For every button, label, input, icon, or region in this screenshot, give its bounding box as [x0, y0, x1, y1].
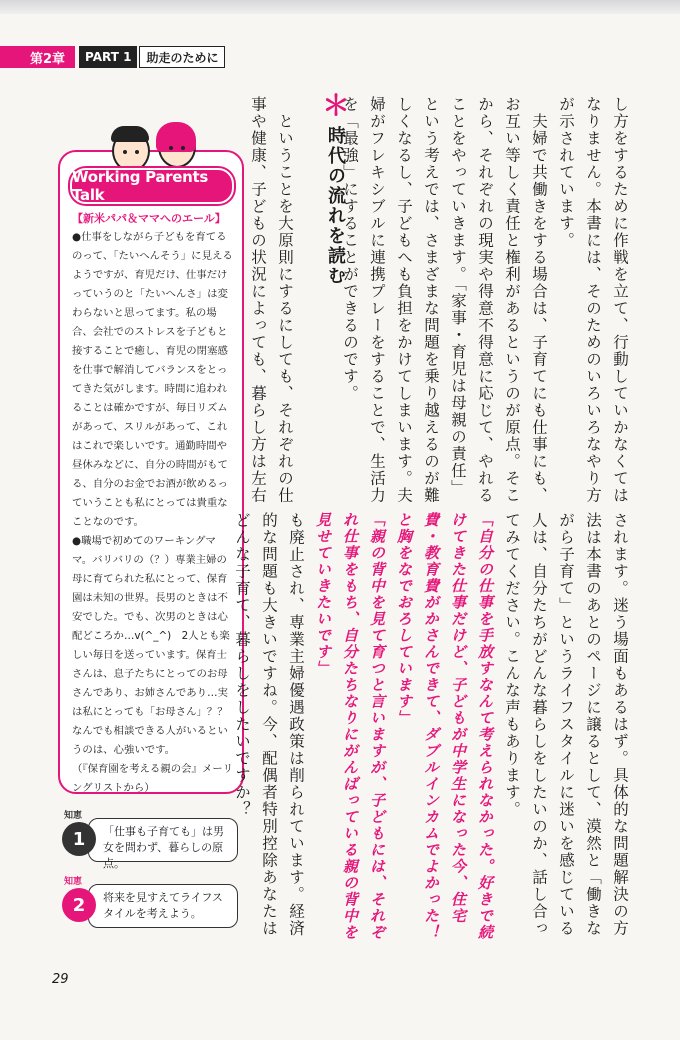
part-label: PART 1: [79, 46, 137, 68]
tip-text: 将来を見すえてライフスタイルを考えよう。: [88, 884, 238, 928]
tip-label: 知恵: [64, 811, 83, 821]
tip-text: 「仕事も子育ても」は男女を問わず、暮らしの原点。: [88, 818, 238, 862]
main-bottom-text: [233, 512, 633, 952]
sidebar-paragraph: ●職場で初めてのワーキングママ。バリバリの（？）専業主婦の母に育てられた私にとって、保育園は未知の世界。長男のときは不安でした。でも、次男のときは心配どころか…v(^_^) 2人とも楽しい毎日を送っています。保育士さんは、息子たちにとってのお母さんであり、お姉さんであり…実は私にとっても「お母さん」？？なんでも相談できる人がいるというのは、心強いです。: [72, 535, 230, 756]
asterisk-icon: ＊: [322, 89, 351, 122]
body-paragraph: ということを大原則にするにしても、それぞれの仕事や健康、子どもの状況によっても、暮らし方は左右: [249, 96, 294, 504]
chapter-label: 第2章: [0, 46, 75, 68]
tip-item: [58, 876, 242, 936]
page-number: 29: [52, 972, 69, 987]
tip-label: 知恵: [64, 877, 83, 887]
sidebar-source: （『保育園を考える親の会』メーリングリストから）: [72, 763, 234, 794]
closing-paragraph: も廃止され、専業主婦優遇政策は削られています。経済的な問題も大きいですね。今、配偶者特別控除あなたはどんな子育て、暮らしをしたいですか？: [233, 512, 305, 937]
body-paragraph: 夫婦で共働きをする場合は、子育てにも仕事にも、お互い等しく責任と権利があるというのが原点。そこから、それぞれの現実や得意不得意に応じて、やれることをやっていきます。「家事・育児は母親の責任」という考えでは、さまざまな問題を乗り越えるのが難しくなるし、子どもへも負担をかけてしまいます。夫婦がフレキシブルに連携プレーをすることで、生活力を「最強」にすることができるのです。: [341, 96, 548, 504]
main-top-text: [248, 89, 633, 506]
part-title: 助走のために: [139, 46, 225, 68]
section-heading: 時代の流れを読む: [325, 126, 346, 286]
tip-item: [58, 810, 242, 870]
tip-number-badge: 2: [62, 888, 96, 922]
sidebar-heading: 【新米パパ＆ママへのエール】: [72, 212, 226, 225]
body-line: し方をするために作戦を立て、行動していかなくては: [611, 96, 629, 504]
scan-edge: [0, 0, 680, 14]
sidebar-paragraph: ●仕事をしながら子どもを育てるのって、「たいへんそう」に見えるようですが、育児だけ、仕事だけっていうのと「たいへんさ」は変わらないと思ってます。私の場合、会社でのストレスを子どもと接することで癒し、育児の閉塞感を仕事で解消してバランスをとってきた気がします。時間に追われることは確かですが、毎日リズムがあって、スリルがあって、これはこれで楽しいです。通勤時間や昼休みなどに、自分の時間がもてる、自分のお金でお酒が飲めるっていうことも私にとっては貴重なことなのです。: [72, 231, 233, 528]
tip-number-badge: 1: [62, 822, 96, 856]
body-paragraph: なりません。本書には、そのためのいろいろなやり方が示されています。: [557, 96, 602, 504]
sidebar-body: [72, 228, 234, 798]
quote-1: 「自分の仕事を手放すなんて考えられなかった。好きで続けてきた仕事だけど、子どもが中学生になった今、住宅費・教育費がかさんできて、ダブルインカムでよかった！と胸をなでおろしています」: [395, 512, 494, 941]
dad-face-icon: [112, 130, 150, 172]
parents-illustration: [104, 122, 204, 172]
body-paragraph: されます。迷う場面もあるはず。具体的な問題解決の方法は本書のあとのページに譲るとして、漠然と「働きながら子育て」というライフスタイルに迷いを感じている人は、自分たちがどんな暮らしをしたいのか、話し合ってみてください。こんな声もあります。: [503, 512, 629, 937]
working-parents-talk-logo: Working Parents Talk: [70, 168, 234, 204]
quote-2: 「親の背中を見て育つと言いますが、子どもには、それぞれ仕事をもち、自分たちなりにがんばっている親の背中を見せていきたいです」: [314, 512, 386, 941]
mom-face-icon: [158, 126, 196, 168]
chapter-header: [0, 46, 225, 68]
